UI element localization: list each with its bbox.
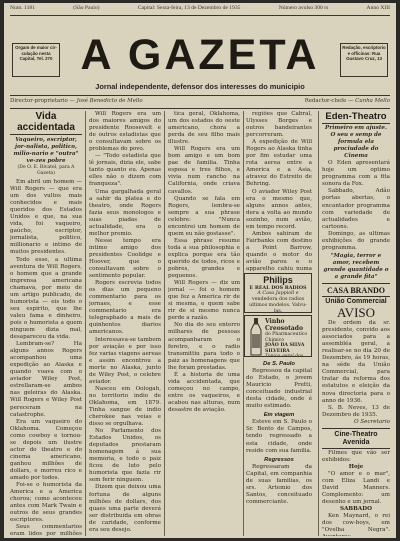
ad-line: A Casa Jappioll e	[257, 291, 299, 296]
issue-year: Anno XIII	[366, 5, 390, 11]
masthead-rule	[10, 95, 390, 96]
city: (São Paulo)	[73, 5, 100, 11]
paragraph: "O amor e o mar", com Eliza Landi e David Manners. Complemento: um desenho e um jornal.	[322, 470, 390, 506]
paragraph: Foi-se o humorista da America e a America chorou; como aconteceu antes com Mark Twain e outros de seus grandes escriptores.	[10, 482, 82, 524]
paragraph: regiões que Cabral, Ulysses Borges e outros bandeirantes percorreram.	[246, 111, 312, 139]
paragraph: Todo esse, a ultima aventura de Will Rogers, o homem que a grande imprensa americana chamava, por meio de um artigo publicado, de humorista — eis todo o seu espirito, que lhe valeu fama e dinheiro, pois o humorista a quem ninguem dizia mal, desapareceu da vida.	[10, 256, 82, 341]
paragraph: No dia do seu enterro milhares de pessoas acompanharam o feretro, e o radio transmittiu para todo o paiz as homenagens que lhe foram prestadas.	[168, 322, 240, 371]
cine-day: SABBADO	[340, 506, 372, 513]
vinho-creosotado-ad	[244, 315, 312, 357]
top-rule	[10, 15, 390, 16]
paragraph: Ken Maynard, o rei dos cow-boys, em "Ovelha Negra".	[322, 513, 390, 534]
union-title: União Commercial	[325, 298, 387, 306]
paragraph: Dizem que deixou uma fortuna de alguns milhões de dollars, dos quaes uma parte deverá ser distribuida em obras de caridade, conforme era seu desejo.	[89, 484, 161, 533]
editor-credit: Redactor-chefe — Cunha Mello	[304, 98, 390, 104]
cine-day: Hoje	[348, 463, 364, 470]
paragraph: De ordem da sr. presidente, convido aos associados para a assembléa geral, a realisar-se no dia 20 de Dezembro, ás 19 horas, na séde da União Commercial, para tratar da reforma dos estatutos e eleição da nova directoria para o anno de 1936.	[322, 320, 390, 404]
ad-line: JOÃO DA SILVA SILVEIRA	[265, 343, 305, 354]
eden-subtitle: Primeiro em ajuste. O seu e semp de formula ela prociudade do Cinema	[325, 125, 387, 160]
paragraph: tica geral, Oklahoma, um dos estados do oeste americano, chora a perda de seu filho mais illustre.	[168, 111, 240, 146]
aviso-signature: O Secretario	[353, 418, 390, 425]
paragraph: O Eden apresentará hoje um optimo programma com a fita sonora da Fox.	[322, 160, 390, 188]
paragraph: A expedição de Will Rogers ao Alaska tinha por fim estudar uma rota aerea entre a America e a Asia, atravez do Estreito de Behring.	[246, 139, 312, 188]
paragraph: S. B. Neves, 13 de Dezembro de 1935.	[322, 404, 390, 418]
paragraph: Quando se fala em Rogers, lembra-se sempre a sua phrase celebre: "Nunca encontrei um homem de quem eu não gostasse".	[168, 195, 240, 237]
column-1	[10, 111, 82, 536]
bottle-icon	[249, 318, 263, 356]
directors-line	[10, 98, 390, 108]
paragraph: Sabbado, Adão portas abertas, o encantador programma com variedade de actualidades e cartoons.	[322, 188, 390, 230]
eden-theatre-title: Eden-Theatro	[325, 111, 387, 122]
philips-brand: Philips	[263, 275, 293, 285]
section-heading: Em viagem	[263, 412, 295, 419]
article-headline: Vida accidentada	[17, 111, 75, 133]
header-bottom-rule	[10, 108, 390, 109]
top-dateline	[10, 5, 390, 15]
paragraph: Esteve em S. Paulo o Sr. Bento de Campos, tendo regressado a esta cidade, onde reside com sua familia.	[246, 419, 312, 454]
ad-line: do Pharmaceutico Chimico	[265, 332, 308, 343]
column-divider	[318, 111, 319, 536]
cine-title: Cine-Theatro Avenida	[334, 430, 378, 446]
column-divider	[164, 111, 165, 536]
column-2	[89, 111, 161, 536]
newspaper-page	[4, 3, 396, 538]
issue-number: Num. 1181	[10, 5, 35, 11]
ear-left: Orgam de maior cir-culação nesta Capital, Tel. 270	[12, 43, 60, 77]
casa-brando: CASA BRANDO	[326, 286, 385, 296]
article-subheadline: Vaqueiro, escriptor, jor-nalista, politico, milio-nario e "outra" ve-zes pobre	[13, 137, 79, 164]
paragraph: Will Rogers era um dos maiores amigos do presidente Roosevelt e de outros estadistas que o consultavam sobre os problemas do povo.	[89, 111, 161, 153]
paragraph: Nesse tempo era intimo amigo dos presidentes Coolidge e Hoover, que o consultavam sobre o sentimento popular.	[89, 237, 161, 280]
eden-tagline: "Magia, terror e amor, recebem grande quantidade o a grande fita"	[323, 252, 389, 280]
paragraph: É a historia de uma vida accidentada, que começou no campo, entre os vaqueiros, e acabou nas alturas, num desastre de aviação.	[168, 371, 240, 413]
paragraph: Ambos sahiram de Fairbanks com destino a Point Barrow, quando o motor do avião parou e o apparelho cahiu numa	[246, 230, 312, 271]
paragraph: Essa phrase resume toda a sua philosophia e explica porque era tão querido de todos, ricos e pobres, grandes e pequenos.	[168, 237, 240, 280]
issue-price: Número avulso 300 rs	[278, 5, 329, 11]
ear-right: Redação, escriptorio e officinas: Rua Gustavo Cruz, 13	[340, 43, 388, 77]
section-heading: De S. Paulo	[263, 361, 295, 367]
ad-line: Tonico geral dos	[265, 354, 304, 357]
column-3	[168, 111, 240, 536]
paragraph: Em abril um homem — Will Rogers — que era um dos vultos mais conhecidos e mais queridos dos Estados Unidos e que, na sua vida, foi vaqueiro, gaúcho, escriptor, jornalista, politico, millionario e intimo de muitos presidentes.	[10, 179, 82, 256]
article-body	[10, 179, 82, 536]
philips-ad	[244, 273, 312, 313]
paragraph: Lembram-se? Ha alguns annos Rogers acompanhou uma expedição ao Alaska e quando voava com o aviador Wiley Post, estrellaram-se ambos nas geleiras do Alaska. Will Rogers e Wiley Post pereceram na catastrophe.	[10, 341, 82, 418]
paragraph: Filmes que vão ser exhibidos:	[322, 449, 390, 463]
paragraph: Will Rogers era um bom amigo e um bom pae de familia. Tinha esposa e tres filhos, e vivia num rancho na California, onde criava cavallos.	[168, 146, 240, 195]
paragraph: Domingo, as ultimas exhibições do grande programma.	[322, 230, 390, 251]
paragraph: — "Todo estadista que lê jornais, dizia ele, sabe tanto quanto eu. Apenas elles não o dizem com franqueza".	[89, 153, 161, 188]
paragraph: Will Rogers — diz um jornal — foi o homem que fez a America rir de si mesma, e quem sabe rir de si mesmo nunca perde a razão.	[168, 280, 240, 322]
ad-title: Vinho Creosotado	[265, 318, 303, 332]
column-4-top	[246, 111, 312, 271]
paragraph: No Parlamento dos Estados Unidos, os deputados prestaram homenagem á sua memoria, e todo o paiz ficou de luto pelo humorista que fazia rir sem ferir ninguem.	[89, 428, 161, 484]
paragraph: Era um vaqueiro do Oklahoma. Começou como cowboy e tornou-se depois um ilustre actor do theatro e do cinema americano, ganhou milhões de dollars, e morreu rico e amado por todos.	[10, 418, 82, 481]
section-heading: Regressos	[264, 456, 294, 463]
paragraph: Nasceu em Oologah, no territorio indio de Oklahoma, em 1879. Tinha sangue de indio cherokee nas veias e disso se orgulhava.	[89, 385, 161, 428]
paragraph: O aviador Wiley Post era o mesmo que, alguns annos antes, dera a volta ao mundo sozinho, num avião, em tempo record.	[246, 188, 312, 230]
masthead-subtitle: Jornal independente, defensor dos interesses do municipio	[95, 82, 305, 91]
masthead-title: A GAZETA	[80, 31, 320, 79]
aviso-title: AVISO	[336, 305, 376, 321]
paragraph: Regressou da capital do Estado, o jovem Mauricio Pretti, conceituado industrial desta cidade, onde é muito estimado.	[246, 368, 312, 410]
paragraph: Rogers escrevia todos os dias um pequeno commentario para os jornaes, e esse commentario era telegraphado a mais de quinhentos diarios americanos.	[89, 280, 161, 336]
column-4-bottom	[246, 361, 312, 536]
paragraph: Uma gargalhada geral a sahir da platea e do theatro, onde Rogers fazia seus monologos e suas piadas de actualidade, era o melhor premio.	[89, 188, 161, 237]
issue-date: Capital: Sexta-feira, 13 de Dezembro de 1935	[137, 5, 241, 11]
ad-line: E REAL DOS RADIOS	[249, 285, 307, 291]
column-divider	[85, 111, 86, 536]
article-byline: (De O. E. Rivatel, para A Gazeta)	[17, 165, 75, 176]
ad-line: vendedora dos radios	[251, 297, 305, 302]
ad-line: ultimos modelos. Valvu-las.	[249, 303, 307, 314]
paragraph: Regressaram da Capital, em companhia de suas familias, os srs. Artemio dos Santos, conceituado commerciante.	[246, 463, 312, 505]
column-right	[322, 111, 390, 536]
paragraph: Seus commentarios eram lidos por milhões	[10, 524, 82, 536]
owner-credit: Director-proprietario — José Benedicto de Mello	[10, 98, 143, 104]
paragraph: Interessava-se tambem por aviação e por isso fez varias viagens aereas e assim encontrou a morte no Alaska, junto de Wiley Post, o celebre aviador.	[89, 336, 161, 385]
